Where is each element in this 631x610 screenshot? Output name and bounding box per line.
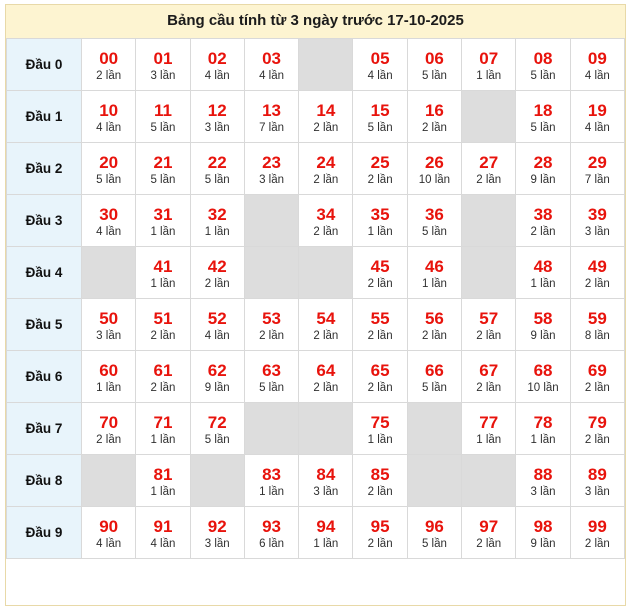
cell-count: 2 lần xyxy=(421,121,447,134)
cell-number: 11 xyxy=(153,100,172,120)
row-header-1: Đầu 1 xyxy=(7,91,82,143)
number-cell[interactable] xyxy=(462,507,516,559)
number-cell[interactable] xyxy=(462,39,516,91)
cell-number: 20 xyxy=(99,152,119,172)
number-cell[interactable] xyxy=(353,143,407,195)
cell-number: 22 xyxy=(207,152,227,172)
cell-count: 1 lần xyxy=(150,433,176,446)
cell-number: 93 xyxy=(262,516,281,536)
cell-count: 10 lần xyxy=(527,381,559,394)
cell-number: 02 xyxy=(207,48,227,68)
cell-number: 12 xyxy=(207,100,227,120)
cell-number: 01 xyxy=(153,48,173,68)
cell-count: 5 lần xyxy=(421,225,447,238)
number-cell[interactable] xyxy=(299,91,353,143)
cell-number: 70 xyxy=(99,412,119,432)
cell-count: 7 lần xyxy=(259,121,284,134)
cell-count: 2 lần xyxy=(584,381,610,394)
empty-cell xyxy=(244,247,298,299)
number-cell[interactable] xyxy=(82,195,136,247)
cell-number: 84 xyxy=(316,464,336,484)
cell-number: 88 xyxy=(533,464,553,484)
cell-count: 1 lần xyxy=(150,225,176,238)
cell-number: 05 xyxy=(370,48,390,68)
cell-number: 65 xyxy=(370,360,390,380)
empty-cell xyxy=(462,91,516,143)
cell-number: 52 xyxy=(207,308,227,328)
cell-count: 2 lần xyxy=(259,329,284,342)
table-row xyxy=(7,299,625,351)
row-header-0: Đầu 0 xyxy=(7,39,82,91)
cell-count: 4 lần xyxy=(96,537,122,550)
cell-count: 4 lần xyxy=(584,121,610,134)
number-cell[interactable] xyxy=(136,143,190,195)
lottery-head-stats-table xyxy=(6,38,625,559)
cell-count: 1 lần xyxy=(476,433,502,446)
cell-count: 3 lần xyxy=(259,173,284,186)
cell-count: 1 lần xyxy=(367,433,393,446)
cell-number: 85 xyxy=(370,464,390,484)
cell-count: 5 lần xyxy=(150,173,176,186)
row-header-4: Đầu 4 xyxy=(7,247,82,299)
table-row xyxy=(7,455,625,507)
cell-count: 4 lần xyxy=(204,69,230,82)
cell-count: 5 lần xyxy=(150,121,176,134)
cell-count: 3 lần xyxy=(204,537,230,550)
cell-number: 59 xyxy=(587,308,607,328)
cell-number: 58 xyxy=(533,308,553,328)
cell-count: 8 lần xyxy=(584,329,610,342)
table-row xyxy=(7,39,625,91)
number-cell[interactable] xyxy=(570,455,624,507)
number-cell[interactable] xyxy=(190,91,244,143)
table-row xyxy=(7,507,625,559)
number-cell[interactable] xyxy=(82,91,136,143)
cell-count: 4 lần xyxy=(150,537,176,550)
number-cell[interactable] xyxy=(353,351,407,403)
cell-count: 3 lần xyxy=(584,485,610,498)
number-cell[interactable] xyxy=(82,403,136,455)
cell-number: 32 xyxy=(207,204,227,224)
cell-count: 5 lần xyxy=(530,121,556,134)
number-cell[interactable] xyxy=(516,299,570,351)
cell-count: 2 lần xyxy=(367,329,393,342)
cell-count: 5 lần xyxy=(421,381,447,394)
cell-number: 63 xyxy=(262,360,281,380)
cell-count: 5 lần xyxy=(530,69,556,82)
number-cell[interactable] xyxy=(516,39,570,91)
cell-number: 27 xyxy=(479,152,499,172)
cell-count: 7 lần xyxy=(584,173,610,186)
cell-number: 38 xyxy=(533,204,553,224)
cell-number: 54 xyxy=(316,308,336,328)
cell-count: 2 lần xyxy=(584,537,610,550)
cell-number: 61 xyxy=(153,360,173,380)
cell-count: 3 lần xyxy=(313,485,339,498)
number-cell[interactable] xyxy=(353,507,407,559)
number-cell[interactable] xyxy=(407,39,461,91)
number-cell[interactable] xyxy=(570,247,624,299)
empty-cell xyxy=(462,247,516,299)
number-cell[interactable] xyxy=(516,403,570,455)
cell-number: 42 xyxy=(207,256,227,276)
cell-count: 1 lần xyxy=(530,277,556,290)
table-body xyxy=(7,39,625,559)
cell-count: 5 lần xyxy=(421,69,447,82)
cell-count: 2 lần xyxy=(367,173,393,186)
cell-number: 53 xyxy=(262,308,281,328)
cell-count: 1 lần xyxy=(367,225,393,238)
cell-count: 1 lần xyxy=(530,433,556,446)
number-cell[interactable] xyxy=(244,299,298,351)
cell-number: 41 xyxy=(153,256,173,276)
cell-count: 1 lần xyxy=(476,69,502,82)
cell-count: 5 lần xyxy=(96,173,122,186)
cell-number: 81 xyxy=(153,464,173,484)
cell-number: 06 xyxy=(424,48,444,68)
cell-count: 9 lần xyxy=(530,537,556,550)
table-row xyxy=(7,195,625,247)
number-cell[interactable] xyxy=(407,247,461,299)
number-cell[interactable] xyxy=(570,351,624,403)
number-cell[interactable] xyxy=(136,247,190,299)
cell-count: 2 lần xyxy=(421,329,447,342)
cell-number: 62 xyxy=(207,360,227,380)
cell-number: 08 xyxy=(533,48,553,68)
number-cell[interactable] xyxy=(82,39,136,91)
number-cell[interactable] xyxy=(407,143,461,195)
cell-number: 45 xyxy=(370,256,390,276)
cell-count: 3 lần xyxy=(204,121,230,134)
stats-table-frame xyxy=(5,4,626,606)
number-cell[interactable] xyxy=(82,507,136,559)
number-cell[interactable] xyxy=(244,507,298,559)
cell-number: 30 xyxy=(99,204,119,224)
cell-number: 35 xyxy=(370,204,390,224)
cell-count: 1 lần xyxy=(259,485,284,498)
cell-count: 2 lần xyxy=(367,485,393,498)
cell-count: 2 lần xyxy=(584,277,610,290)
table-row xyxy=(7,247,625,299)
cell-number: 94 xyxy=(316,516,336,536)
cell-count: 2 lần xyxy=(476,381,502,394)
number-cell[interactable] xyxy=(570,195,624,247)
number-cell[interactable] xyxy=(190,195,244,247)
cell-number: 39 xyxy=(587,204,607,224)
number-cell[interactable] xyxy=(136,403,190,455)
cell-number: 97 xyxy=(479,516,499,536)
empty-cell xyxy=(299,39,353,91)
cell-count: 4 lần xyxy=(584,69,610,82)
cell-number: 83 xyxy=(262,464,281,484)
cell-number: 79 xyxy=(587,412,607,432)
cell-count: 2 lần xyxy=(204,277,230,290)
number-cell[interactable] xyxy=(136,351,190,403)
cell-count: 2 lần xyxy=(313,329,339,342)
cell-number: 13 xyxy=(262,100,281,120)
cell-number: 16 xyxy=(424,100,444,120)
table-row xyxy=(7,143,625,195)
empty-cell xyxy=(244,195,298,247)
cell-count: 2 lần xyxy=(367,277,393,290)
cell-number: 66 xyxy=(424,360,444,380)
cell-count: 2 lần xyxy=(584,433,610,446)
cell-number: 71 xyxy=(153,412,173,432)
cell-number: 07 xyxy=(479,48,499,68)
cell-count: 2 lần xyxy=(313,121,339,134)
number-cell[interactable] xyxy=(516,195,570,247)
cell-number: 57 xyxy=(479,308,499,328)
number-cell[interactable] xyxy=(353,91,407,143)
cell-number: 99 xyxy=(587,516,607,536)
cell-count: 2 lần xyxy=(313,173,339,186)
cell-number: 34 xyxy=(316,204,336,224)
cell-count: 2 lần xyxy=(96,433,122,446)
cell-count: 4 lần xyxy=(259,69,284,82)
cell-count: 1 lần xyxy=(96,381,122,394)
empty-cell xyxy=(82,247,136,299)
cell-number: 49 xyxy=(587,256,607,276)
number-cell[interactable] xyxy=(299,299,353,351)
number-cell[interactable] xyxy=(299,455,353,507)
number-cell[interactable] xyxy=(136,195,190,247)
number-cell[interactable] xyxy=(462,299,516,351)
cell-number: 96 xyxy=(424,516,444,536)
number-cell[interactable] xyxy=(570,507,624,559)
cell-number: 72 xyxy=(207,412,227,432)
cell-number: 92 xyxy=(207,516,227,536)
row-header-3: Đầu 3 xyxy=(7,195,82,247)
number-cell[interactable] xyxy=(299,351,353,403)
cell-number: 18 xyxy=(533,100,553,120)
cell-number: 24 xyxy=(316,152,336,172)
number-cell[interactable] xyxy=(190,39,244,91)
cell-number: 69 xyxy=(587,360,607,380)
number-cell[interactable] xyxy=(190,351,244,403)
cell-number: 67 xyxy=(479,360,499,380)
number-cell[interactable] xyxy=(353,455,407,507)
number-cell[interactable] xyxy=(244,91,298,143)
cell-count: 1 lần xyxy=(421,277,447,290)
cell-count: 2 lần xyxy=(476,173,502,186)
number-cell[interactable] xyxy=(462,143,516,195)
number-cell[interactable] xyxy=(570,299,624,351)
cell-number: 91 xyxy=(153,516,173,536)
cell-number: 25 xyxy=(370,152,390,172)
number-cell[interactable] xyxy=(244,39,298,91)
cell-count: 2 lần xyxy=(96,69,122,82)
row-header-6: Đầu 6 xyxy=(7,351,82,403)
cell-number: 56 xyxy=(424,308,444,328)
cell-count: 4 lần xyxy=(204,329,230,342)
number-cell[interactable] xyxy=(244,351,298,403)
number-cell[interactable] xyxy=(516,507,570,559)
cell-count: 1 lần xyxy=(150,485,176,498)
cell-count: 1 lần xyxy=(313,537,339,550)
number-cell[interactable] xyxy=(190,507,244,559)
empty-cell xyxy=(244,403,298,455)
cell-number: 31 xyxy=(153,204,173,224)
number-cell[interactable] xyxy=(516,247,570,299)
number-cell[interactable] xyxy=(244,455,298,507)
cell-number: 90 xyxy=(99,516,119,536)
empty-cell xyxy=(407,403,461,455)
empty-cell xyxy=(462,455,516,507)
cell-number: 68 xyxy=(533,360,553,380)
number-cell[interactable] xyxy=(299,507,353,559)
cell-number: 36 xyxy=(424,204,444,224)
cell-count: 5 lần xyxy=(259,381,284,394)
number-cell[interactable] xyxy=(136,507,190,559)
cell-number: 00 xyxy=(99,48,119,68)
cell-count: 2 lần xyxy=(313,381,339,394)
cell-number: 03 xyxy=(262,48,281,68)
number-cell[interactable] xyxy=(190,247,244,299)
cell-count: 2 lần xyxy=(530,225,556,238)
page-title: Bảng cầu tính từ 3 ngày trước 17-10-2025 xyxy=(6,5,625,38)
number-cell[interactable] xyxy=(462,403,516,455)
cell-count: 2 lần xyxy=(476,329,502,342)
number-cell[interactable] xyxy=(299,143,353,195)
row-header-5: Đầu 5 xyxy=(7,299,82,351)
cell-count: 3 lần xyxy=(530,485,556,498)
number-cell[interactable] xyxy=(407,351,461,403)
number-cell[interactable] xyxy=(299,195,353,247)
table-row xyxy=(7,91,625,143)
number-cell[interactable] xyxy=(353,247,407,299)
cell-number: 95 xyxy=(370,516,390,536)
cell-count: 3 lần xyxy=(150,69,176,82)
cell-count: 1 lần xyxy=(204,225,230,238)
cell-count: 9 lần xyxy=(204,381,230,394)
number-cell[interactable] xyxy=(353,403,407,455)
cell-number: 15 xyxy=(370,100,390,120)
cell-count: 3 lần xyxy=(584,225,610,238)
cell-number: 51 xyxy=(153,308,173,328)
cell-number: 09 xyxy=(587,48,607,68)
number-cell[interactable] xyxy=(570,91,624,143)
number-cell[interactable] xyxy=(353,195,407,247)
row-header-2: Đầu 2 xyxy=(7,143,82,195)
number-cell[interactable] xyxy=(407,195,461,247)
cell-number: 23 xyxy=(262,152,281,172)
cell-count: 4 lần xyxy=(367,69,393,82)
empty-cell xyxy=(462,195,516,247)
number-cell[interactable] xyxy=(136,299,190,351)
cell-count: 2 lần xyxy=(367,537,393,550)
cell-number: 26 xyxy=(424,152,444,172)
cell-number: 77 xyxy=(479,412,499,432)
number-cell[interactable] xyxy=(516,351,570,403)
cell-number: 14 xyxy=(316,100,336,120)
number-cell[interactable] xyxy=(82,143,136,195)
cell-count: 5 lần xyxy=(421,537,447,550)
cell-count: 2 lần xyxy=(150,329,176,342)
number-cell[interactable] xyxy=(244,143,298,195)
cell-count: 5 lần xyxy=(204,173,230,186)
cell-count: 5 lần xyxy=(204,433,230,446)
cell-number: 55 xyxy=(370,308,390,328)
cell-number: 21 xyxy=(153,152,173,172)
row-header-8: Đầu 8 xyxy=(7,455,82,507)
cell-number: 28 xyxy=(533,152,553,172)
cell-count: 2 lần xyxy=(313,225,339,238)
number-cell[interactable] xyxy=(82,299,136,351)
number-cell[interactable] xyxy=(407,91,461,143)
number-cell[interactable] xyxy=(353,299,407,351)
empty-cell xyxy=(190,455,244,507)
cell-count: 10 lần xyxy=(418,173,451,186)
cell-number: 29 xyxy=(587,152,607,172)
cell-number: 98 xyxy=(533,516,553,536)
cell-count: 2 lần xyxy=(367,381,393,394)
cell-count: 4 lần xyxy=(96,121,122,134)
cell-count: 6 lần xyxy=(259,537,284,550)
number-cell[interactable] xyxy=(407,507,461,559)
cell-count: 2 lần xyxy=(150,381,176,394)
cell-number: 50 xyxy=(99,308,119,328)
number-cell[interactable] xyxy=(136,455,190,507)
number-cell[interactable] xyxy=(407,299,461,351)
cell-number: 46 xyxy=(424,256,444,276)
empty-cell xyxy=(82,455,136,507)
cell-number: 48 xyxy=(533,256,553,276)
number-cell[interactable] xyxy=(190,299,244,351)
cell-count: 4 lần xyxy=(96,225,122,238)
row-header-9: Đầu 9 xyxy=(7,507,82,559)
cell-count: 9 lần xyxy=(530,173,556,186)
number-cell[interactable] xyxy=(82,351,136,403)
empty-cell xyxy=(299,403,353,455)
cell-number: 19 xyxy=(587,100,607,120)
row-header-7: Đầu 7 xyxy=(7,403,82,455)
number-cell[interactable] xyxy=(516,455,570,507)
cell-number: 10 xyxy=(99,100,119,120)
cell-count: 9 lần xyxy=(530,329,556,342)
number-cell[interactable] xyxy=(190,403,244,455)
number-cell[interactable] xyxy=(570,143,624,195)
number-cell[interactable] xyxy=(516,91,570,143)
cell-number: 78 xyxy=(533,412,553,432)
number-cell[interactable] xyxy=(570,403,624,455)
table-row xyxy=(7,403,625,455)
number-cell[interactable] xyxy=(516,143,570,195)
cell-number: 64 xyxy=(316,360,336,380)
table-row xyxy=(7,351,625,403)
cell-count: 3 lần xyxy=(96,329,122,342)
cell-count: 5 lần xyxy=(367,121,393,134)
cell-count: 2 lần xyxy=(476,537,502,550)
number-cell[interactable] xyxy=(190,143,244,195)
number-cell[interactable] xyxy=(570,39,624,91)
empty-cell xyxy=(407,455,461,507)
number-cell[interactable] xyxy=(353,39,407,91)
cell-number: 75 xyxy=(370,412,390,432)
number-cell[interactable] xyxy=(136,39,190,91)
cell-number: 60 xyxy=(99,360,119,380)
number-cell[interactable] xyxy=(462,351,516,403)
cell-number: 89 xyxy=(587,464,607,484)
empty-cell xyxy=(299,247,353,299)
cell-count: 1 lần xyxy=(150,277,176,290)
number-cell[interactable] xyxy=(136,91,190,143)
